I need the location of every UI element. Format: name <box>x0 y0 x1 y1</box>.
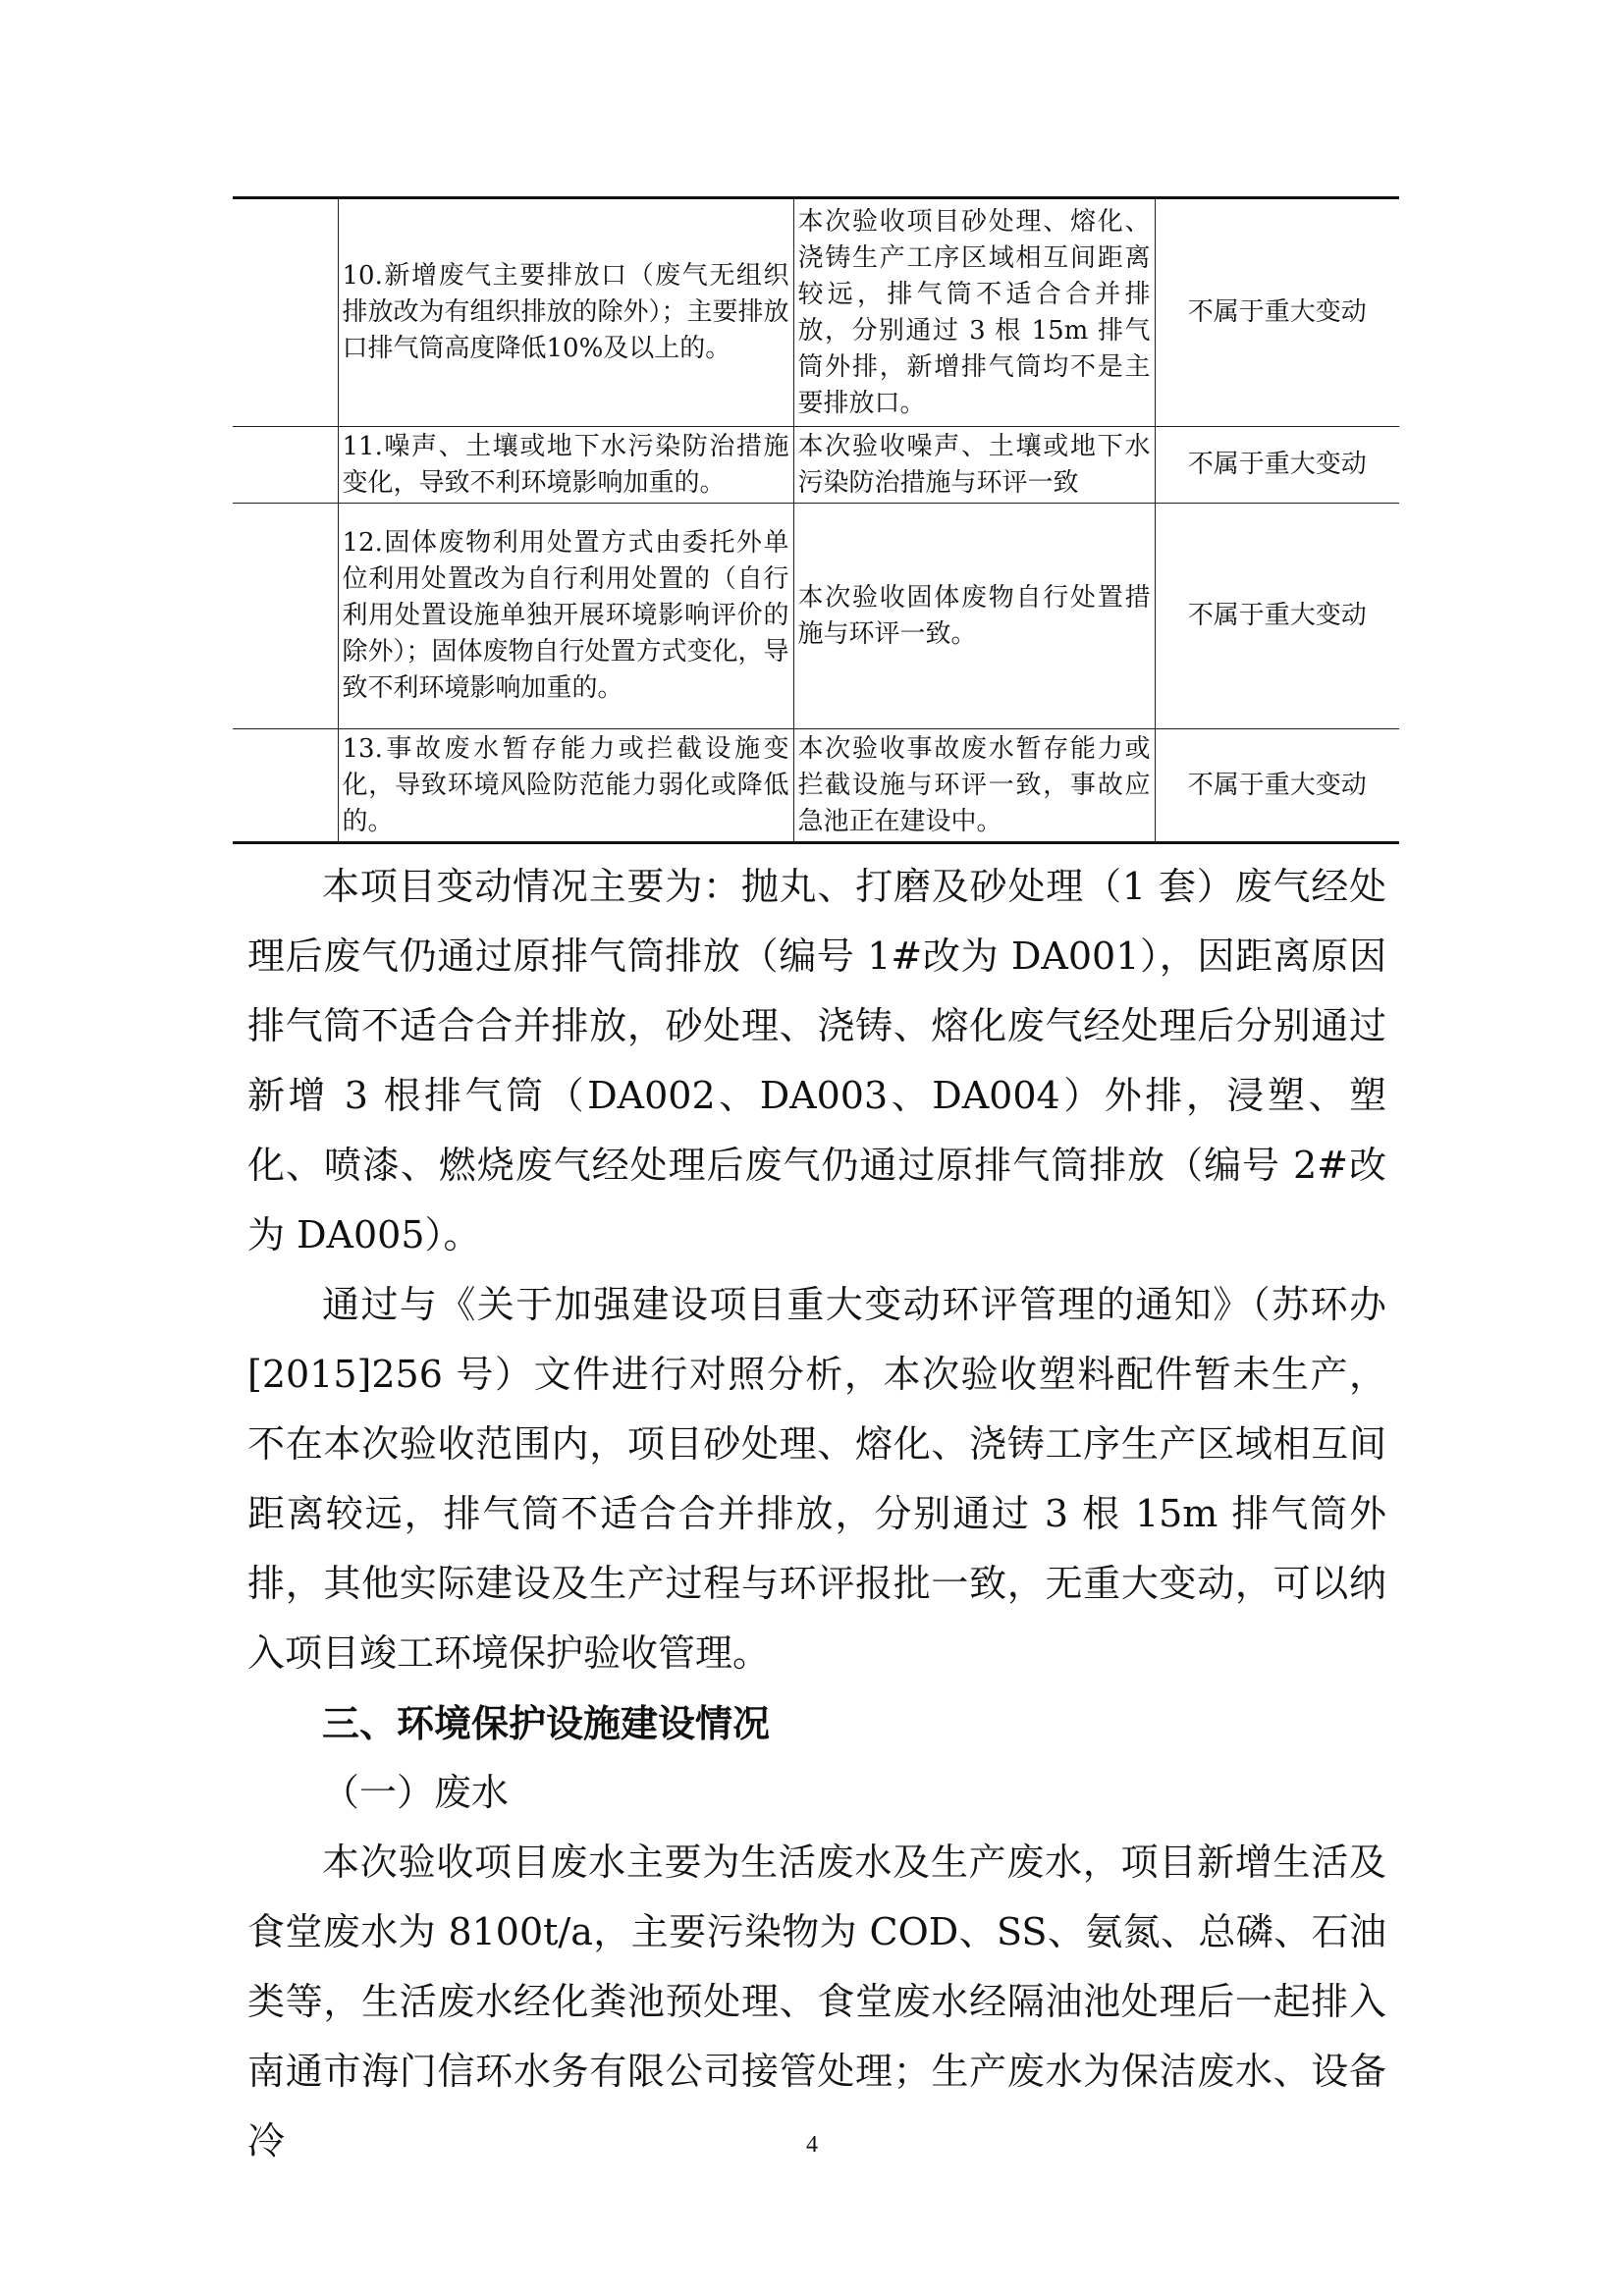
table-row <box>233 729 1399 843</box>
actual-situation-cell: 本次验收噪声、土壤或地下水污染防治措施与环评一致 <box>793 427 1155 504</box>
table-row <box>233 427 1399 504</box>
table-cell-blank <box>233 198 338 427</box>
change-item-cell: 10.新增废气主要排放口（废气无组织排放改为有组织排放的除外）；主要排放口排气筒高度降低10%及以上的。 <box>338 198 793 427</box>
conclusion-cell: 不属于重大变动 <box>1155 427 1399 504</box>
actual-situation-cell: 本次验收固体废物自行处置措施与环评一致。 <box>793 504 1155 729</box>
actual-situation-cell: 本次验收项目砂处理、熔化、浇铸生产工序区域相互间距离较远，排气筒不适合合并排放，分别通过 3 根 15m 排气筒外排，新增排气筒均不是主要排放口。 <box>793 198 1155 427</box>
wastewater-paragraph: 本次验收项目废水主要为生活废水及生产废水，项目新增生活及食堂废水为 8100t/a，主要污染物为 COD、SS、氨氮、总磷、石油类等，生活废水经化粪池预处理、食堂废水经隔油池处理后一起排入南通市海门信环水务有限公司接管处理；生产废水为保洁废水、设备冷 <box>247 1841 1386 2163</box>
change-item-cell: 11.噪声、土壤或地下水污染防治措施变化，导致不利环境影响加重的。 <box>338 427 793 504</box>
conclusion-cell: 不属于重大变动 <box>1155 729 1399 843</box>
page-number: 4 <box>806 2132 818 2158</box>
subsection-heading: （一）废水 <box>322 1771 510 1814</box>
conclusion-cell: 不属于重大变动 <box>1155 198 1399 427</box>
table-row <box>233 198 1399 427</box>
change-item-cell: 13.事故废水暂存能力或拦截设施变化，导致环境风险防范能力弱化或降低的。 <box>338 729 793 843</box>
change-item-cell: 12.固体废物利用处置方式由委托外单位利用处置改为自行利用处置的（自行利用处置设施单独开展环境影响评价的除外）；固体废物自行处置方式变化，导致不利环境影响加重的。 <box>338 504 793 729</box>
change-comparison-table <box>233 196 1399 844</box>
actual-situation-cell: 本次验收事故废水暂存能力或拦截设施与环评一致，事故应急池正在建设中。 <box>793 729 1155 843</box>
table-cell-blank <box>233 427 338 504</box>
conclusion-cell: 不属于重大变动 <box>1155 504 1399 729</box>
table-row <box>233 504 1399 729</box>
section-heading: 三、环境保护设施建设情况 <box>322 1701 771 1745</box>
analysis-paragraph: 通过与《关于加强建设项目重大变动环评管理的通知》（苏环办[2015]256 号）文件进行对照分析，本次验收塑料配件暂未生产，不在本次验收范围内，项目砂处理、熔化、浇铸工序生产区域相互间距离较远，排气筒不适合合并排放，分别通过 3 根 15m 排气筒外排，其他实际建设及生产过程与环评报批一致，无重大变动，可以纳入项目竣工环境保护验收管理。 <box>247 1283 1386 1675</box>
change-summary-paragraph: 本项目变动情况主要为：抛丸、打磨及砂处理（1 套）废气经处理后废气仍通过原排气筒排放（编号 1#改为 DA001），因距离原因排气筒不适合合并排放，砂处理、浇铸、熔化废气经处理后分别通过新增 3 根排气筒（DA002、DA003、DA004）外排，浸塑、塑化、喷漆、燃烧废气经处理后废气仍通过原排气筒排放（编号 2#改为 DA005）。 <box>247 865 1386 1256</box>
table-cell-blank <box>233 504 338 729</box>
table-cell-blank <box>233 729 338 843</box>
